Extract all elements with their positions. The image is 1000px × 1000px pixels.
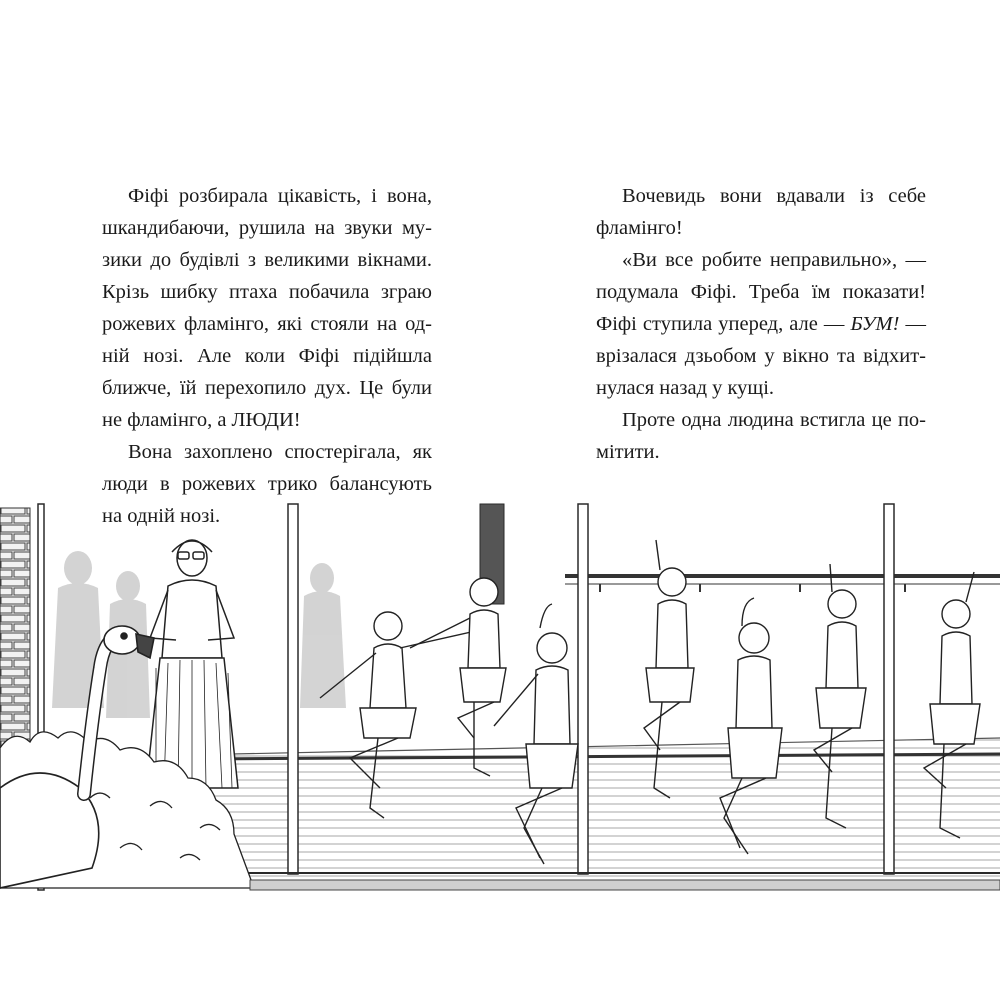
text-line: Проте одна людина встигла це по-: [622, 409, 926, 431]
text-line: подумала Фіфі. Треба їм показати!: [596, 281, 926, 303]
text-line: Фіфі розбирала цікавість, і вона,: [128, 185, 432, 207]
text-line: ближче, їй перехопило дух. Це були: [102, 377, 432, 399]
text-line: Вона захоплено спостерігала, як: [128, 441, 432, 463]
paragraph-1: [102, 180, 432, 436]
text-line: Крізь шибку птаха побачила зграю: [102, 281, 432, 303]
text-line: Вочевидь вони вдавали із себе: [622, 185, 926, 207]
teacher-figure: [146, 540, 238, 788]
text-line: люди в рожевих трико балансують: [102, 473, 432, 495]
text-line: врізалася дзьобом у вікно та відхит-: [596, 345, 926, 367]
text-line: мітити.: [596, 441, 660, 463]
text-fragment: Фіфі ступила уперед, але —: [596, 313, 851, 335]
paragraph-4: [596, 244, 926, 404]
dancer: [410, 578, 506, 776]
text-line: шкандибаючи, рушила на звуки му-: [102, 217, 432, 239]
text-line: на одній нозі.: [102, 505, 221, 527]
text-fragment: —: [899, 313, 926, 335]
text-line: не фламінго, а ЛЮДИ!: [102, 409, 301, 431]
ballet-class-illustration: [0, 488, 1000, 900]
text-line: ній нозі. Але коли Фіфі підійшла: [102, 345, 432, 367]
right-text-column: [596, 180, 926, 468]
text-line-with-emphasis: [596, 308, 926, 340]
emphasis-text: БУМ!: [850, 313, 900, 335]
text-line: зики до будівлі з великими вікнами.: [102, 249, 432, 271]
paragraph-5: [596, 404, 926, 468]
text-line: рожевих фламінго, які стояли на од-: [102, 313, 432, 335]
left-text-column: [102, 180, 432, 532]
paragraph-3: [596, 180, 926, 244]
ground-edge: [250, 880, 1000, 890]
text-line: фламінго!: [596, 217, 683, 239]
text-line: «Ви все робите неправильно», —: [622, 249, 926, 271]
text-line: нулася назад у кущі.: [596, 377, 775, 399]
